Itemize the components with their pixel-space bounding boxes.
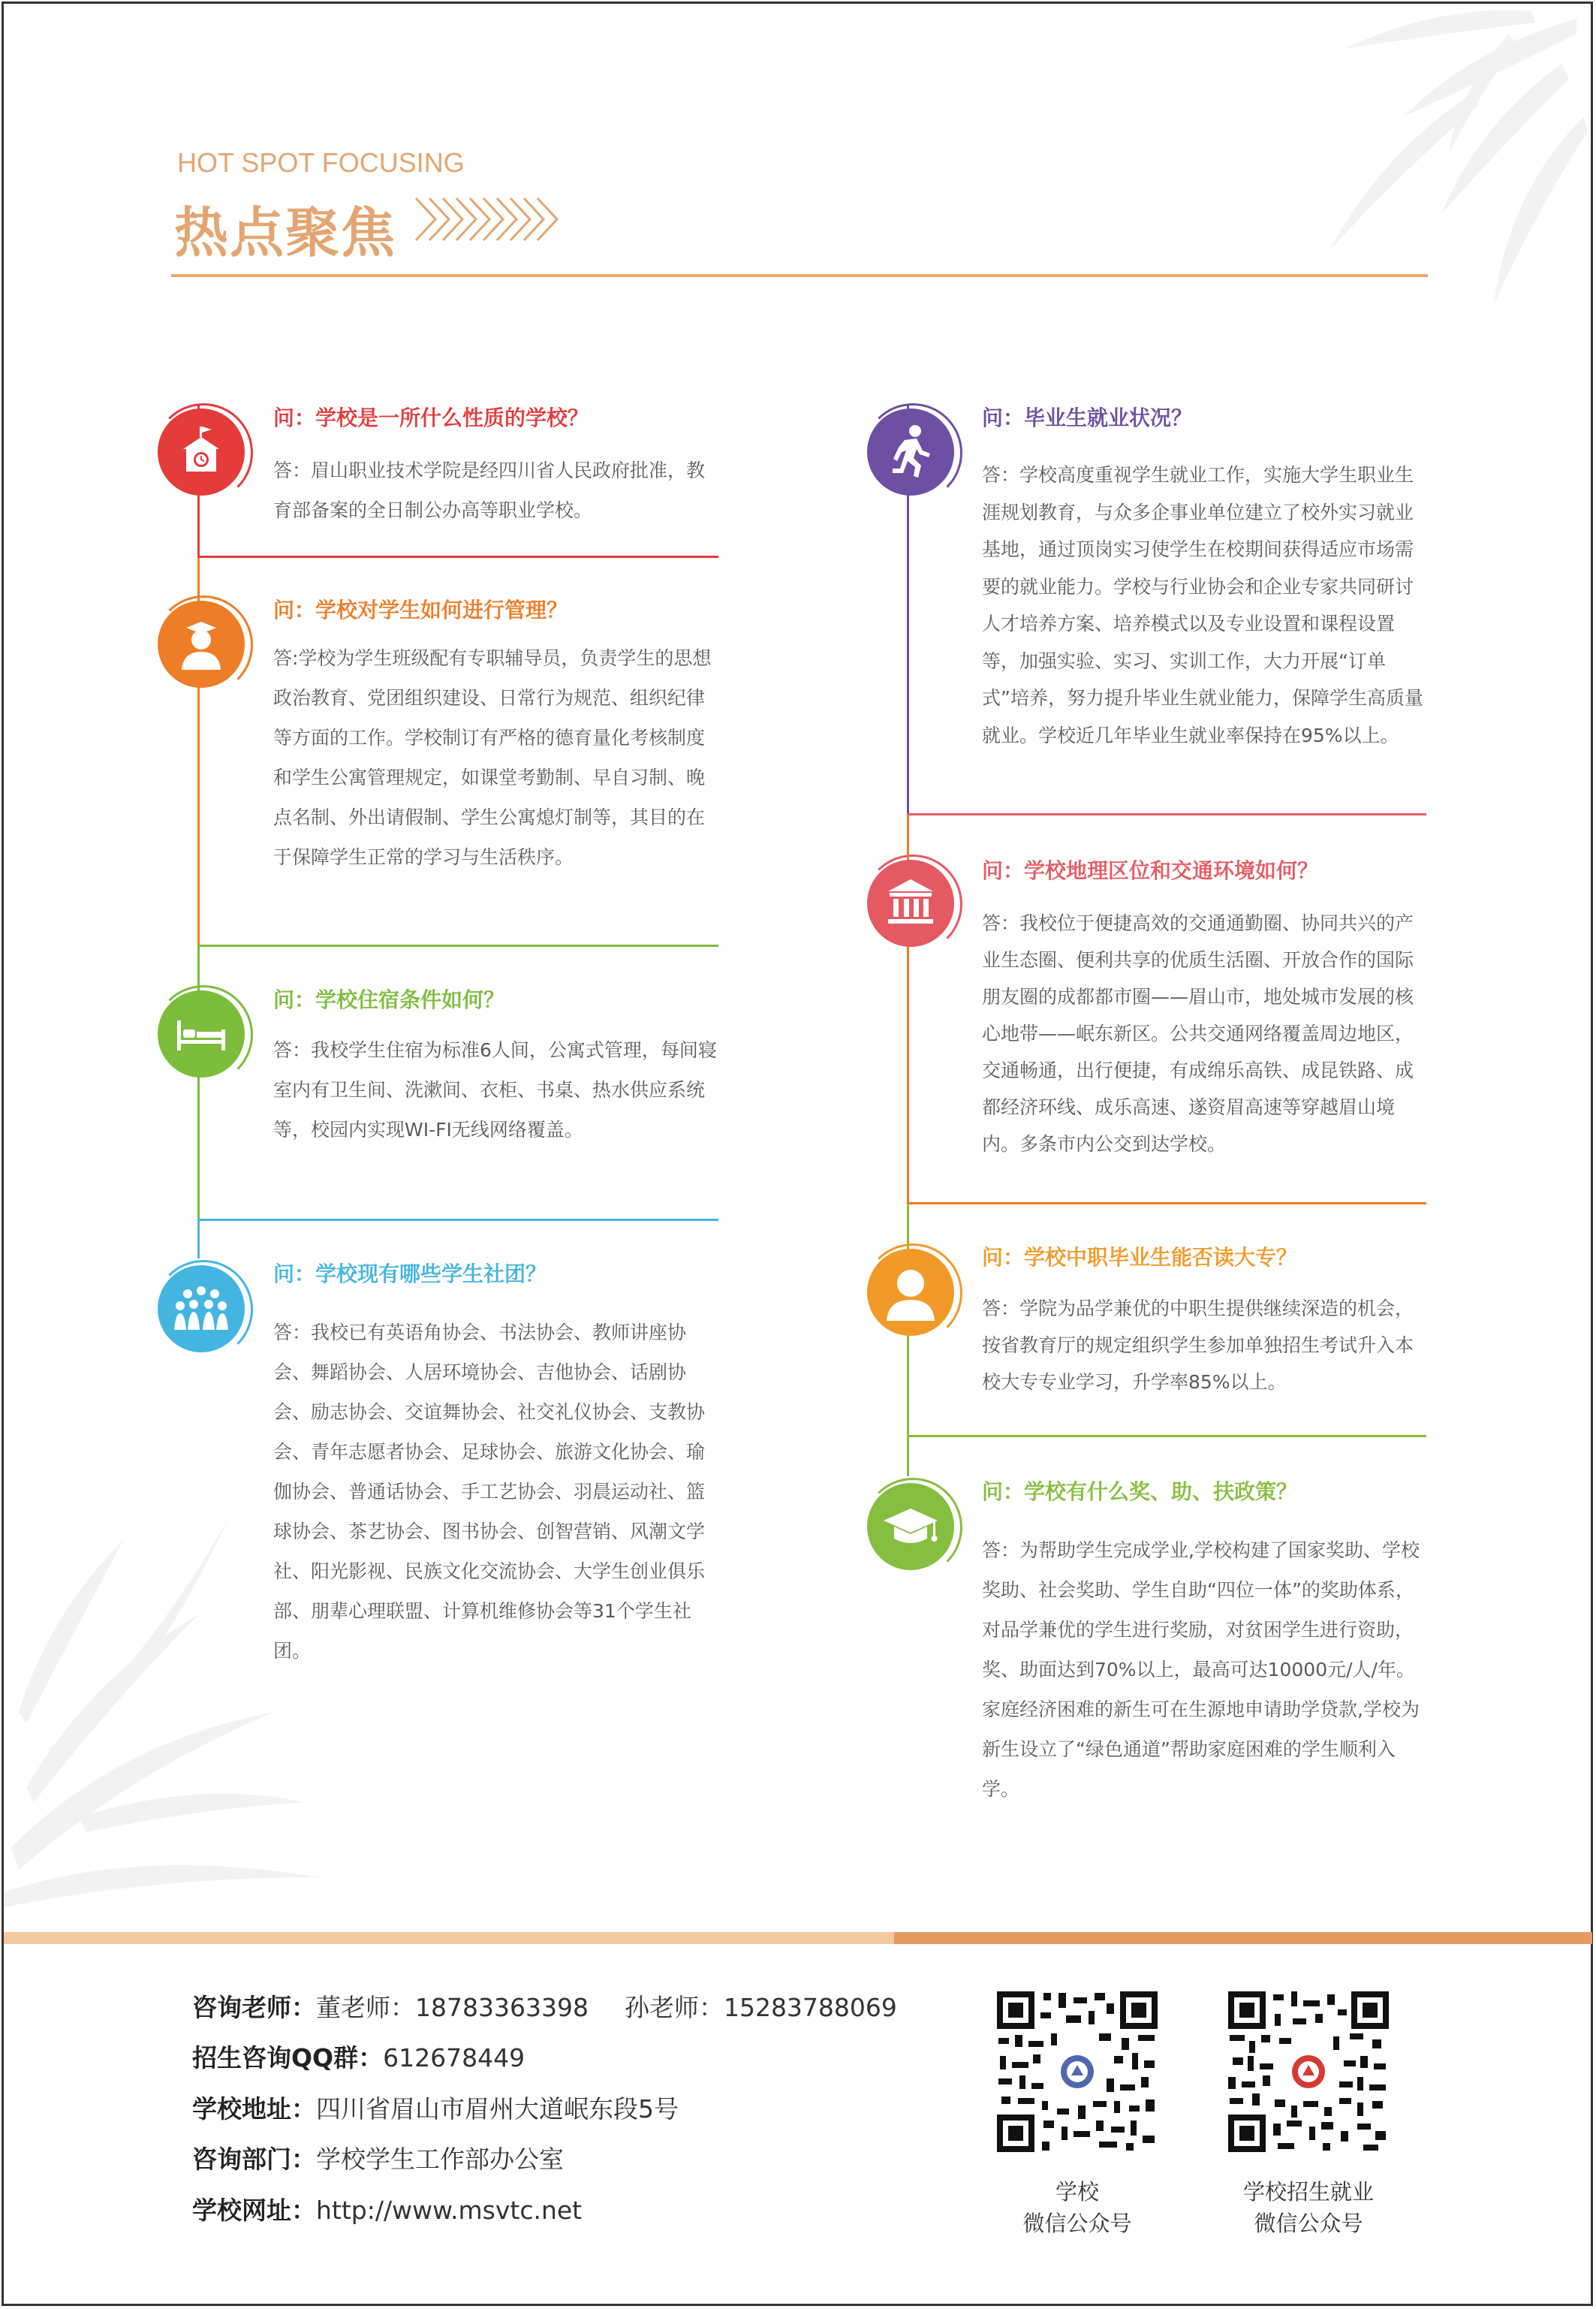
question-title: 问：学校地理区位和交通环境如何？ [982,858,1319,883]
school-building-icon [158,408,245,496]
footer-bar-light [4,1932,894,1944]
bamboo-decoration-top-right-icon [1156,4,1591,327]
graduation-cap-icon [867,1483,954,1570]
section-title-cn: 热点聚焦 [174,201,397,264]
timeline-divider [197,556,718,558]
question-title: 问：毕业生就业状况？ [982,405,1193,430]
running-person-icon [867,408,954,496]
answer-text: 答：眉山职业技术学院是经四川省人民政府批准，教育部备案的全日制公办高等职业学校。 [273,460,706,521]
answer-text: 答：为帮助学生完成学业,学校构建了国家奖助、学校奖助、社会奖助、学生自助“四位一体”的奖助体系，对品学兼优的学生进行奖励，对贫困学生进行资助，奖、助面达到70%以上，最高可达10000元/人/年。家庭经济困难的新生可在生源地申请助学贷款,学校为新生设立了“绿色通道”帮助家庭困难的学生顺利入学。 [982,1539,1420,1800]
qr-caption-school-wechat: 学校 微信公众号 [1022,2179,1132,2236]
timeline-divider [907,1202,1426,1204]
graduate-student-icon [158,601,245,688]
school-address: 学校地址：四川省眉山市眉州大道岷东段5号 [192,2094,679,2124]
timeline-segment [907,1437,909,1476]
website-link[interactable]: http://www.msvtc.net [316,2196,583,2225]
answer-text: 答:学校为学生班级配有专职辅导员，负责学生的思想政治教育、党团组织建设、日常行为规范、组织纪律等方面的工作。学校制订有严格的德育量化考核制度和学生公寓管理规定，如课堂考勤制、早自习制、晚点名制、外出请假制、学生公寓熄灯制等，其目的在于保障学生正常的学习与生活秩序。 [273,647,712,868]
answer-text: 答：我校已有英语角协会、书法协会、教师讲座协会、舞蹈协会、人居环境协会、吉他协会、话剧协会、励志协会、交谊舞协会、社交礼仪协会、支教协会、青年志愿者协会、足球协会、旅游文化协会、瑜伽协会、普通话协会、手工艺协会、羽晨运动社、篮球协会、茶艺协会、图书协会、创智营销、风潮文学社、阳光影视、民族文化交流协会、大学生创业俱乐部、朋辈心理联盟、计算机维修协会等31个学生社团。 [273,1322,706,1662]
question-title: 问：学校对学生如何进行管理？ [273,598,568,622]
chevrons-decoration-icon [414,197,565,242]
group-people-icon [158,1265,245,1352]
answer-text: 答：学校高度重视学生就业工作，实施大学生职业生涯规划教育，与众多企事业单位建立了校外实习就业基地，通过顶岗实习使学生在校期间获得适应市场需要的就业能力。学校与行业协会和企业专家共同研讨人才培养方案、培养模式以及专业设置和课程设置等，加强实验、实习、实训工作，大力开展“订单式”培养，努力提升毕业生就业能力，保障学生高质量就业。学校近几年毕业生就业率保持在95%以上。 [982,464,1423,746]
question-title: 问：学校是一所什么性质的学校？ [273,405,589,430]
answer-text: 答：学院为品学兼优的中职生提供继续深造的机会，按省教育厅的规定组织学生参加单独招生考试升入本校大专专业学习，升学率85%以上。 [982,1298,1414,1393]
person-icon [867,1249,954,1336]
question-title: 问：学校住宿条件如何？ [273,987,505,1012]
qr-caption-admission-wechat: 学校招生就业 微信公众号 [1242,2179,1374,2236]
qr-code-school-wechat[interactable] [994,1988,1161,2155]
timeline-divider [197,945,718,947]
footer-bar-dark [894,1932,1592,1944]
institution-building-icon [867,860,954,947]
consult-department: 咨询部门：学校学生工作部办公室 [192,2145,564,2174]
question-title: 问：学校有什么奖、助、扶政策？ [982,1479,1298,1504]
header-divider [171,274,1428,277]
qr-code-admission-wechat[interactable] [1225,1988,1392,2155]
timeline-divider [907,1435,1426,1437]
qq-group: 招生咨询QQ群：612678449 [192,2043,525,2072]
timeline-divider [197,1219,718,1221]
question-title: 问：学校现有哪些学生社团？ [273,1262,547,1286]
answer-text: 答：我校学生住宿为标准6人间，公寓式管理，每间寝室内有卫生间、洗漱间、衣柜、书桌、热水供应系统等，校园内实现WI-FI无线网络覆盖。 [273,1039,717,1141]
contact-teachers: 咨询老师：董老师：18783363398 孙老师：15283788069 [192,1993,897,2022]
question-title: 问：学校中职毕业生能否读大专？ [982,1245,1298,1270]
bed-icon [158,990,245,1078]
answer-text: 答：我校位于便捷高效的交通通勤圈、协同共兴的产业生态圈、便利共享的优质生活圈、开放合作的国际朋友圈的成都都市圈——眉山市，地处城市发展的核心地带——岷东新区。公共交通网络覆盖周边地区，交通畅通，出行便捷，有成绵乐高铁、成昆铁路、成都经济环线、成乐高速、遂资眉高速等穿越眉山境内。多条市内公交到达学校。 [982,912,1414,1155]
timeline-divider [907,813,1426,815]
school-website: 学校网址：http://www.msvtc.net [192,2196,583,2225]
section-title-en: HOT SPOT FOCUSING [177,147,465,178]
timeline-segment [197,1221,200,1258]
